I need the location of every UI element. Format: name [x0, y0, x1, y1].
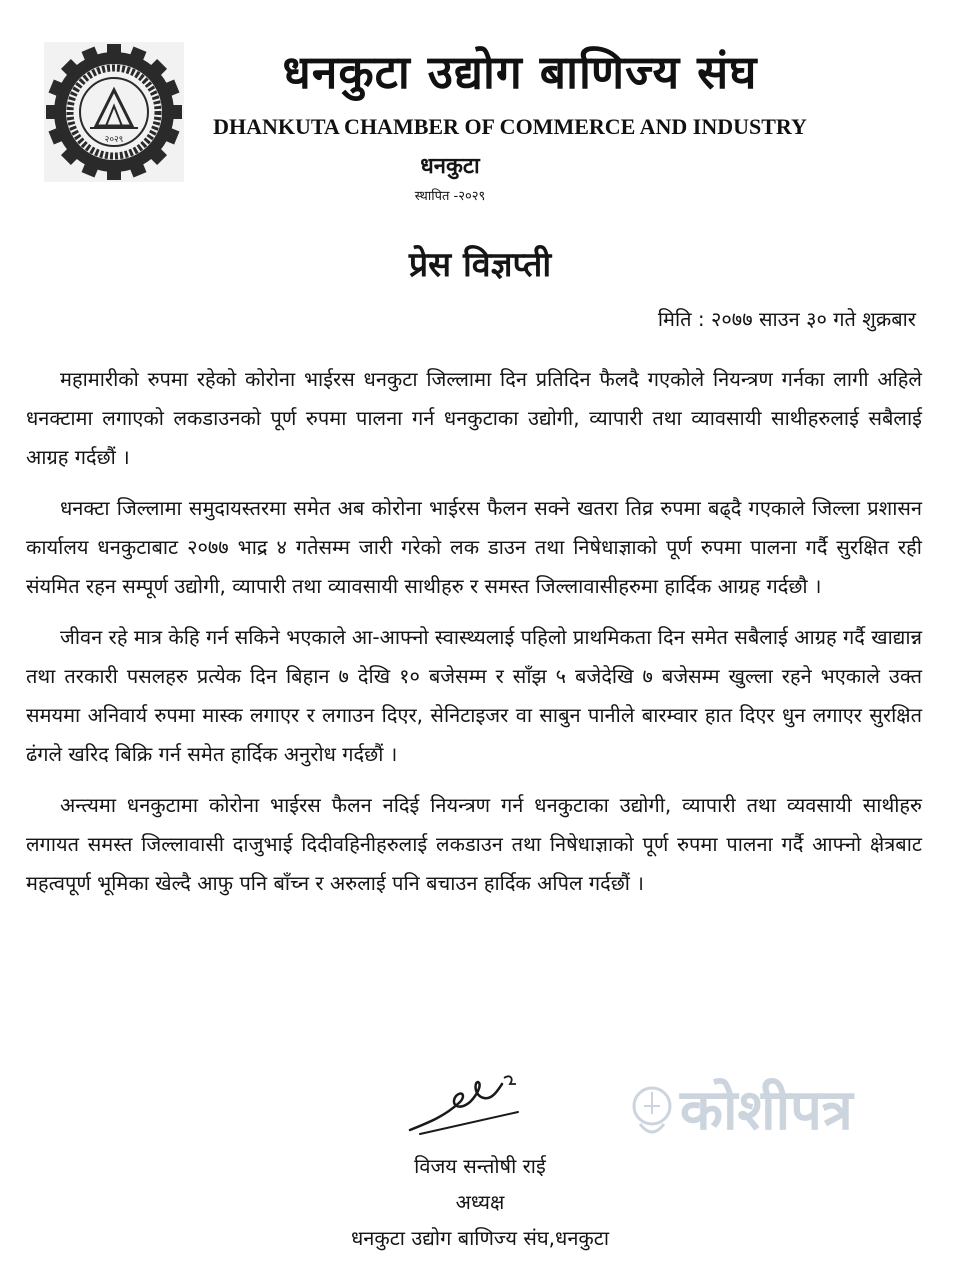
- gear-emblem-icon: [44, 42, 184, 182]
- document-date: मिति : २०७७ साउन ३० गते शुक्रबार: [657, 307, 916, 331]
- signatory-designation: अध्यक्ष: [455, 1190, 505, 1214]
- watermark-brand: कोशीपत्र: [680, 1078, 853, 1143]
- org-location: धनकुटा: [420, 154, 480, 179]
- paragraph-1: महामारीको रुपमा रहेको कोरोना भाईरस धनकुटा जिल्लामा दिन प्रतिदिन फैलदै गएकोले नियन्त्रण गर्नका लागी अहिले धनक्टामा लगाएको लकडाउनको पूर्ण रुपमा पालना गर्न धनकुटाका उद्योगी, व्यापारी तथा व्यावसायी साथीहरुलाई सबैलाई आग्रह गर्दछौं ।: [26, 367, 922, 469]
- koshipatra-watermark: [630, 1070, 860, 1160]
- logo-year: २०२९: [104, 135, 124, 145]
- signatory-name: विजय सन्तोषी राई: [414, 1154, 546, 1178]
- document-title: प्रेस विज्ञप्ती: [408, 245, 552, 285]
- paragraph-3: जीवन रहे मात्र केहि गर्न सकिने भएकाले आ-आफ्नो स्वास्थ्यलाई पहिलो प्राथमिकता दिन समेत सबैलाई आग्रह गर्दै खाद्यान्न तथा तरकारी पसलहरु प्रत्येक दिन बिहान ७ देखि १० बजेसम्म र साँझ ५ बजेदेखि ७ बजेसम्म खुल्ला रहने भएकाले उक्त समयमा अनिवार्य रुपमा मास्क लगाएर र लगाउन दिएर, सेनिटाइजर वा साबुन पानीले बारम्वार हात दिएर धुन लगाएर सुरक्षित ढंगले खरिद बिक्रि गर्न समेत हार्दिक अनुरोध गर्दछौं ।: [26, 625, 922, 766]
- signatory-block: [300, 1148, 660, 1256]
- paragraph-4: अन्त्यमा धनकुटामा कोरोना भाईरस फैलन नदिई नियन्त्रण गर्न धनकुटाका उद्योगी, व्यापारी तथा व्यवसायी साथीहरु लगायत समस्त जिल्लावासी दाजुभाई दिदीवहिनीहरुलाई लकडाउन तथा निषेधाज्ञाको पूर्ण रुपमा पालना गर्दै आफ्नो क्षेत्रबाट महत्वपूर्ण भूमिका खेल्दै आफु पनि बाँच्न र अरुलाई पनि बचाउन हार्दिक अपिल गर्दछौं ।: [26, 793, 922, 895]
- org-name-english: DHANKUTA CHAMBER OF COMMERCE AND INDUSTRY: [213, 114, 807, 139]
- press-release-body: [26, 360, 922, 915]
- handwritten-signature-icon: [400, 1072, 530, 1142]
- signatory-organization: धनकुटा उद्योग बाणिज्य संघ,धनकुटा: [350, 1226, 610, 1250]
- paragraph-2: धनक्टा जिल्लामा समुदायस्तरमा समेत अब कोरोना भाईरस फैलन सक्ने खतरा तिव्र रुपमा बढ्दै गएकाले जिल्ला प्रशासन कार्यालय धनकुटाबाट २०७७ भाद्र ४ गतेसम्म जारी गरेको लक डाउन तथा निषेधाज्ञाको पूर्ण रुपमा पालना गर्दै सुरक्षित रही संयमित रहन सम्पूर्ण उद्योगी, व्यापारी तथा व्यावसायी साथीहरु र समस्त जिल्लावासीहरुमा हार्दिक आग्रह गर्दछौ ।: [26, 496, 922, 598]
- org-name-nepali: धनकुटा उद्योग बाणिज्य संघ: [282, 45, 758, 99]
- koshipatra-emblem-icon: [630, 1084, 674, 1144]
- established-year: स्थापित -२०२९: [414, 189, 486, 204]
